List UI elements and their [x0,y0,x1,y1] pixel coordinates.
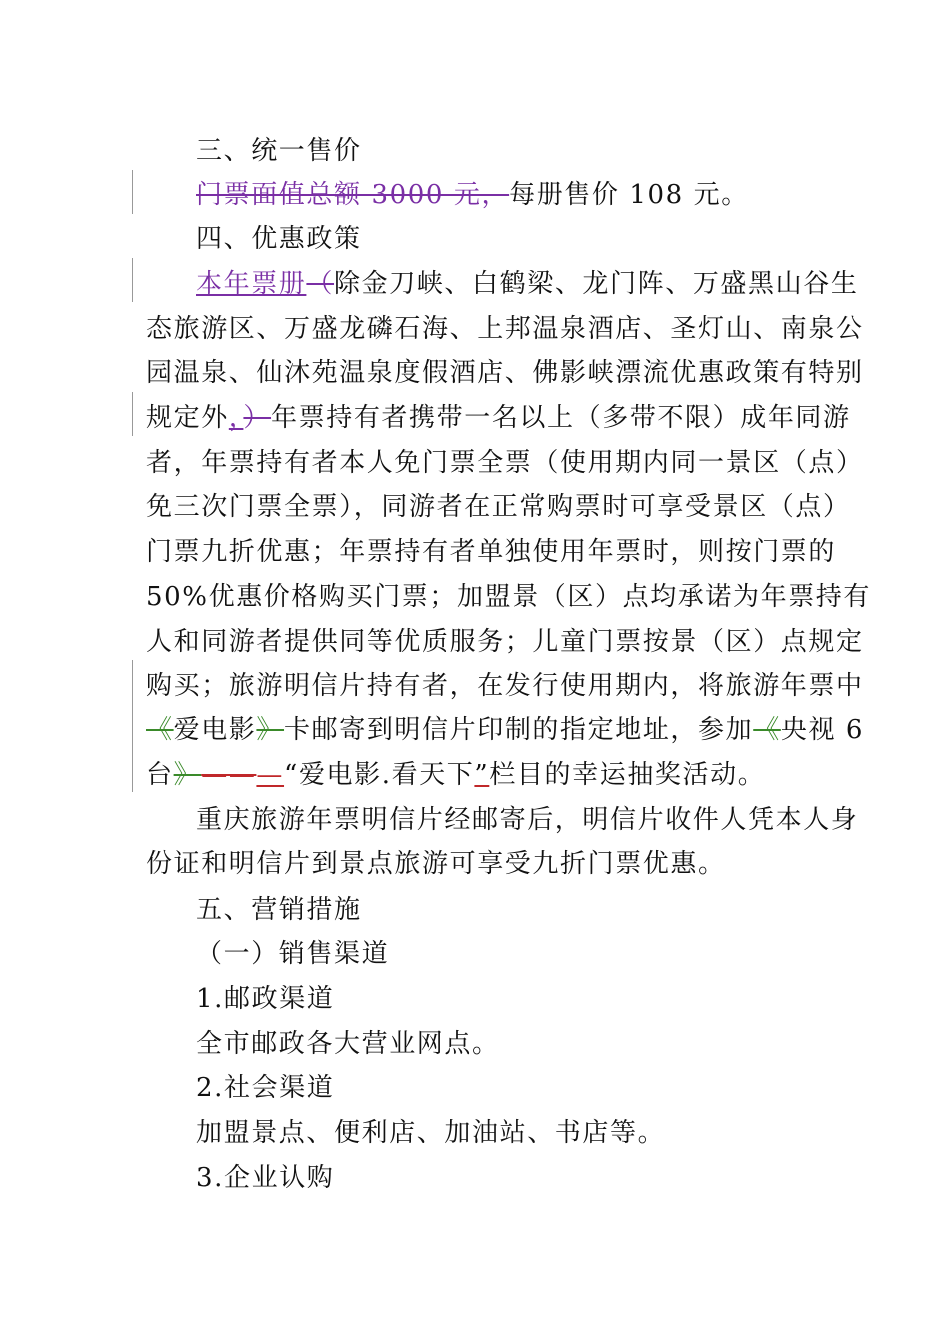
policy-text: 年票持有者携带一名以上（多带不限）成年同游 [271,403,851,433]
change-bar [132,660,133,792]
section-heading-policy: 四、优惠政策 [196,224,362,254]
inserted-text: ， [228,403,244,433]
policy-line-4 [146,396,950,440]
policy-line-5: 者，年票持有者本人免门票全票（使用期内同一景区（点） [146,448,864,478]
item-postal-text: 全市邮政各大营业网点。 [196,1029,500,1059]
item-postal: 1.邮政渠道 [196,984,335,1014]
item-social: 2.社会渠道 [196,1073,335,1103]
policy-text: 爱电影 [173,715,257,745]
policy-text: 央视 6 [780,715,865,745]
policy-line-12 [146,753,950,797]
policy-line-8: 50%优惠价格购买门票；加盟景（区）点均承诺为年票持有 [146,582,871,612]
deleted-text: —— [201,760,257,790]
policy-line-6: 免三次门票全票），同游者在正常购票时可享受景区（点） [146,492,851,522]
policy-text: 台 [146,760,174,790]
policy-text: “ [284,760,299,790]
inserted-text: — [256,760,285,790]
deleted-text: 《 [146,715,174,745]
subheading-channels: （一）销售渠道 [196,939,390,969]
postcard-line-1: 重庆旅游年票明信片经邮寄后，明信片收件人凭本人身 [196,805,859,835]
inserted-text: 本年票册 [196,269,307,299]
section-heading-marketing: 五、营销措施 [196,895,362,925]
policy-text: 除金刀峡、白鹤梁、龙门阵、万盛黑山谷生 [334,269,859,299]
price-text: 每册售价 108 元。 [509,180,749,210]
policy-line-11 [146,708,950,752]
price-paragraph [196,173,950,217]
policy-line-1 [196,262,950,306]
section-heading-price: 三、统一售价 [196,136,362,166]
deleted-text: ） [243,403,272,433]
deleted-text: 门票面值总额 3000 元， [196,180,510,210]
inserted-text: ” [474,760,490,790]
policy-line-3: 园温泉、仙沐苑温泉度假酒店、佛影峡漂流优惠政策有特别 [146,358,864,388]
policy-text: 规定外 [146,403,229,433]
postcard-line-2: 份证和明信片到景点旅游可享受九折门票优惠。 [146,849,726,879]
deleted-text: 》 [256,715,285,745]
policy-text: 栏目的幸运抽奖活动。 [489,760,766,790]
policy-line-10: 购买；旅游明信片持有者，在发行使用期内，将旅游年票中 [146,671,864,701]
policy-line-7: 门票九折优惠；年票持有者单独使用年票时，则按门票的 [146,537,837,567]
item-enterprise: 3.企业认购 [196,1163,335,1193]
policy-text: 卡邮寄到明信片印制的指定地址，参加 [284,715,754,745]
item-social-text: 加盟景点、便利店、加油站、书店等。 [196,1118,666,1148]
deleted-text: （ [306,269,335,299]
change-bar [132,170,133,214]
policy-line-2: 态旅游区、万盛龙磷石海、上邦温泉酒店、圣灯山、南泉公 [146,314,864,344]
policy-line-9: 人和同游者提供同等优质服务；儿童门票按景（区）点规定 [146,627,864,657]
deleted-text: 《 [753,715,781,745]
change-bar [132,392,133,436]
change-bar [132,258,133,302]
deleted-text: 》 [173,760,202,790]
policy-text: 爱电影.看天下 [298,760,475,790]
